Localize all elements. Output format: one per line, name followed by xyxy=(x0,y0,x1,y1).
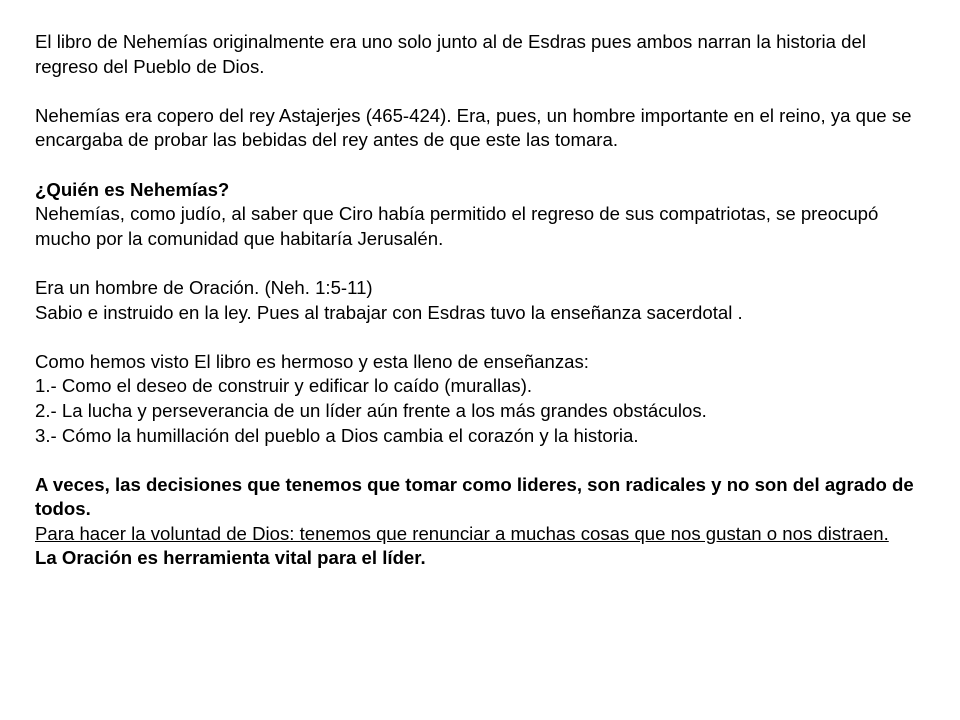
who-heading: ¿Quién es Nehemías? xyxy=(35,178,230,200)
closing-statement: La Oración es herramienta vital para el líder. xyxy=(35,547,426,569)
list-item: 3.- Cómo la humillación del pueblo a Dios cambia el corazón y la historia. xyxy=(35,424,639,446)
decisions-statement: A veces, las decisiones que tenemos que tomar como lideres, son radicales y no son del agrado de todos. xyxy=(35,473,914,520)
will-of-god-statement: Para hacer la voluntad de Dios: tenemos que renunciar a muchas cosas que nos gustan o nos distraen. xyxy=(35,522,889,544)
cupbearer-paragraph: Nehemías era copero del rey Astajerjes (465-424). Era, pues, un hombre importante en el reino, ya que se encargaba de probar las bebidas del rey antes de que este las tomara. xyxy=(35,104,912,151)
list-item: 1.- Como el deseo de construir y edificar lo caído (murallas). xyxy=(35,375,533,397)
list-item: 2.- La lucha y perseverancia de un líder aún frente a los más grandes obstáculos. xyxy=(35,399,707,421)
spacer xyxy=(35,251,925,276)
slide-body xyxy=(35,30,925,571)
intro-paragraph: El libro de Nehemías originalmente era uno solo junto al de Esdras pues ambos narran la historia del regreso del Pueblo de Dios. xyxy=(35,31,866,77)
spacer xyxy=(35,448,925,473)
prayer-line: Era un hombre de Oración. (Neh. 1:5-11) xyxy=(35,276,373,298)
teachings-intro: Como hemos visto El libro es hermoso y esta lleno de enseñanzas: xyxy=(35,350,589,372)
spacer xyxy=(35,79,925,104)
spacer xyxy=(35,153,925,178)
spacer xyxy=(35,325,925,350)
wise-line: Sabio e instruido en la ley. Pues al trabajar con Esdras tuvo la enseñanza sacerdotal . xyxy=(35,301,743,323)
who-paragraph: Nehemías, como judío, al saber que Ciro había permitido el regreso de sus compatriotas, se preocupó mucho por la comunidad que habitaría Jerusalén. xyxy=(35,203,879,249)
